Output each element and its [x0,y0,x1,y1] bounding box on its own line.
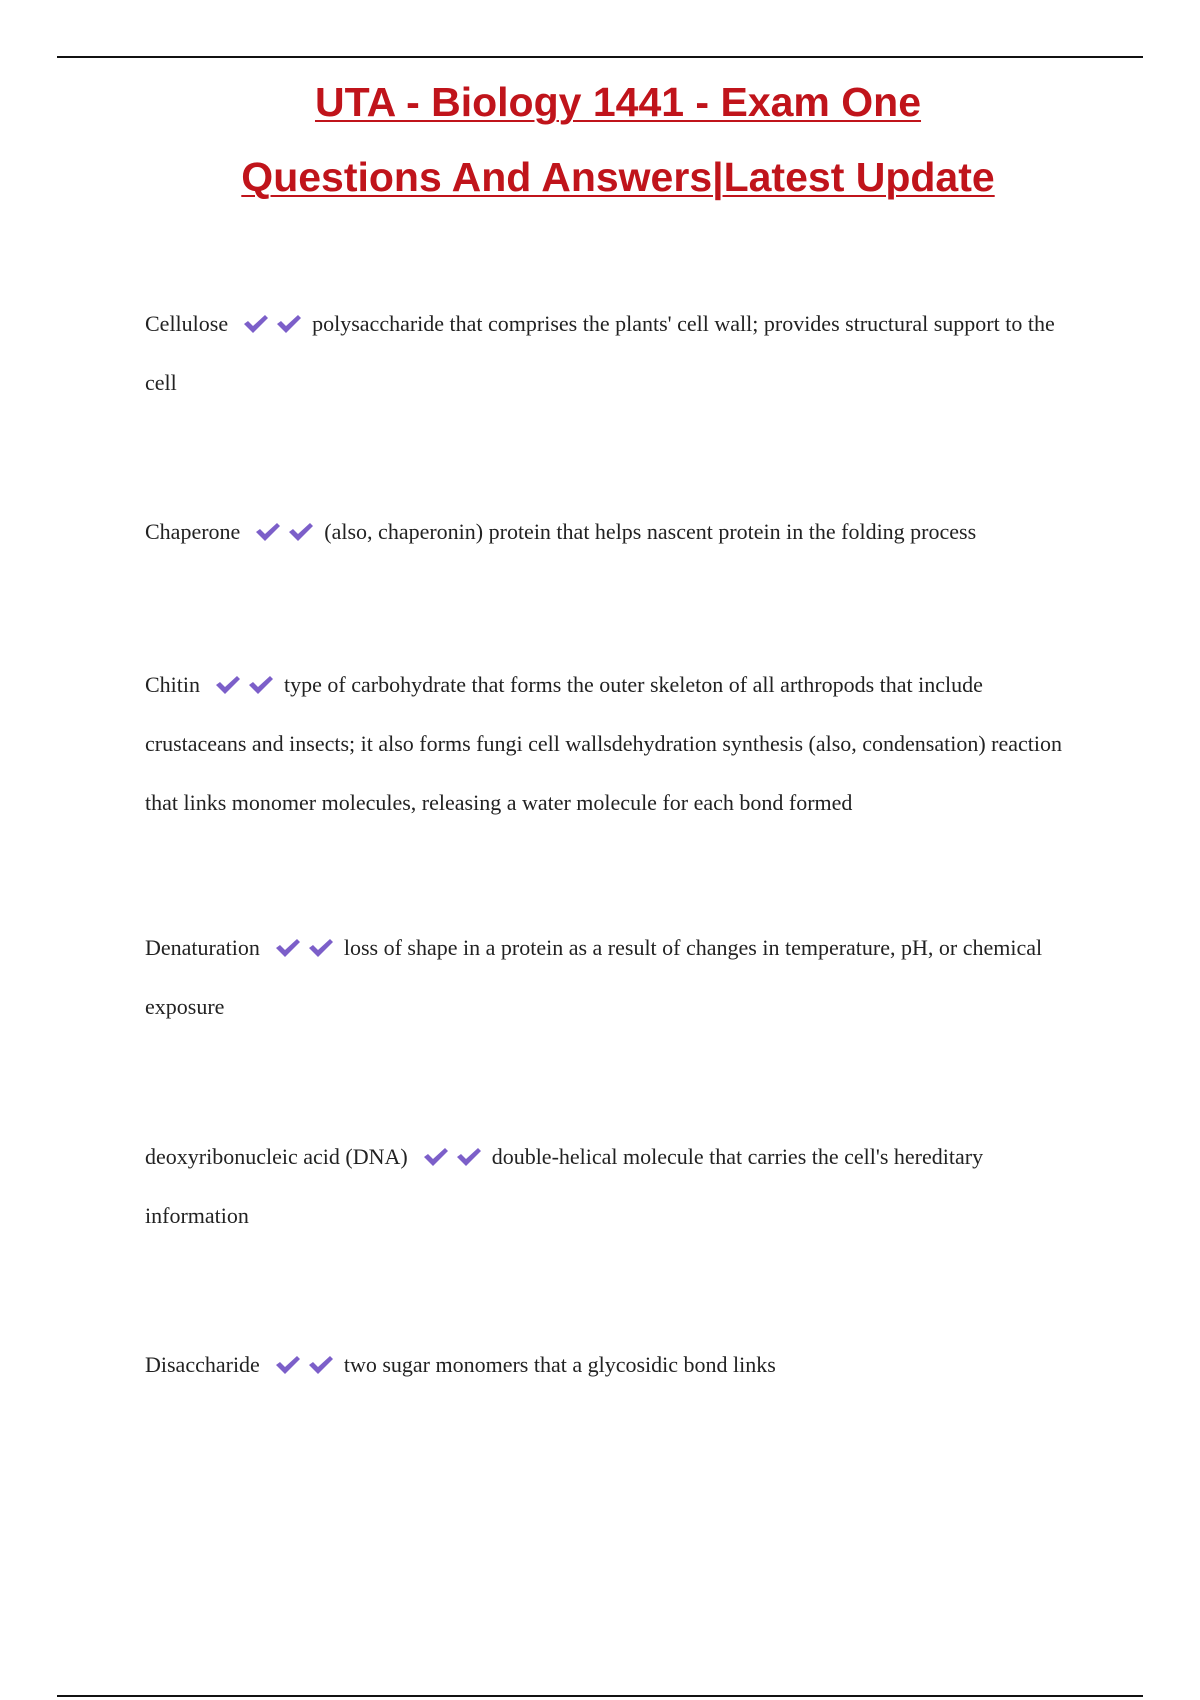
entry-definition: loss of shape in a protein as a result of changes in temperature, pH, or chemical exposure [145,935,1043,1019]
checkmarks [422,1127,488,1186]
entry-definition: polysaccharide that comprises the plants' cell wall; provides structural support to the cell [145,311,1055,395]
checkmarks [242,294,308,353]
entry-definition: double-helical molecule that carries the cell's hereditary information [145,1144,984,1228]
entry-definition: two sugar monomers that a glycosidic bond links [343,1352,776,1377]
checkmark-icon [274,936,302,960]
checkmark-icon [287,520,315,544]
entry-term: deoxyribonucleic acid (DNA) [145,1144,408,1169]
document-title-line-1: UTA - Biology 1441 - Exam One [314,79,922,125]
entry-definition: (also, chaperonin) protein that helps nascent protein in the folding process [324,519,977,544]
checkmark-icon [214,673,242,697]
checkmark-icon [247,673,275,697]
checkmark-icon [274,1353,302,1377]
qa-entry [145,1335,1075,1394]
checkmark-icon [242,312,270,336]
checkmarks [254,502,320,561]
checkmark-icon [455,1145,483,1169]
entry-definition: type of carbohydrate that forms the outer skeleton of all arthropods that include crustaceans and insects; it also forms fungi cell wallsdehydration synthesis (also, condensation) reaction that links monomer molecules, releasing a water molecule for each bond formed [145,672,1063,815]
checkmark-icon [275,312,303,336]
checkmark-icon [307,936,335,960]
entry-term: Cellulose [145,311,229,336]
top-rule [57,56,1143,58]
entry-term: Chaperone [145,519,241,544]
qa-entry [145,655,1075,832]
checkmarks [274,1335,340,1394]
qa-entry [145,918,1075,1036]
bottom-rule [57,1695,1143,1697]
checkmarks [274,918,340,977]
checkmark-icon [254,520,282,544]
checkmark-icon [422,1145,450,1169]
qa-entry [145,294,1075,412]
document-title-line-2: Questions And Answers|Latest Update [241,154,995,200]
entry-term: Chitin [145,672,201,697]
checkmark-icon [307,1353,335,1377]
entry-term: Disaccharide [145,1352,260,1377]
checkmarks [214,655,280,714]
qa-entry [145,502,1075,561]
entry-term: Denaturation [145,935,260,960]
qa-entry [145,1127,1075,1245]
